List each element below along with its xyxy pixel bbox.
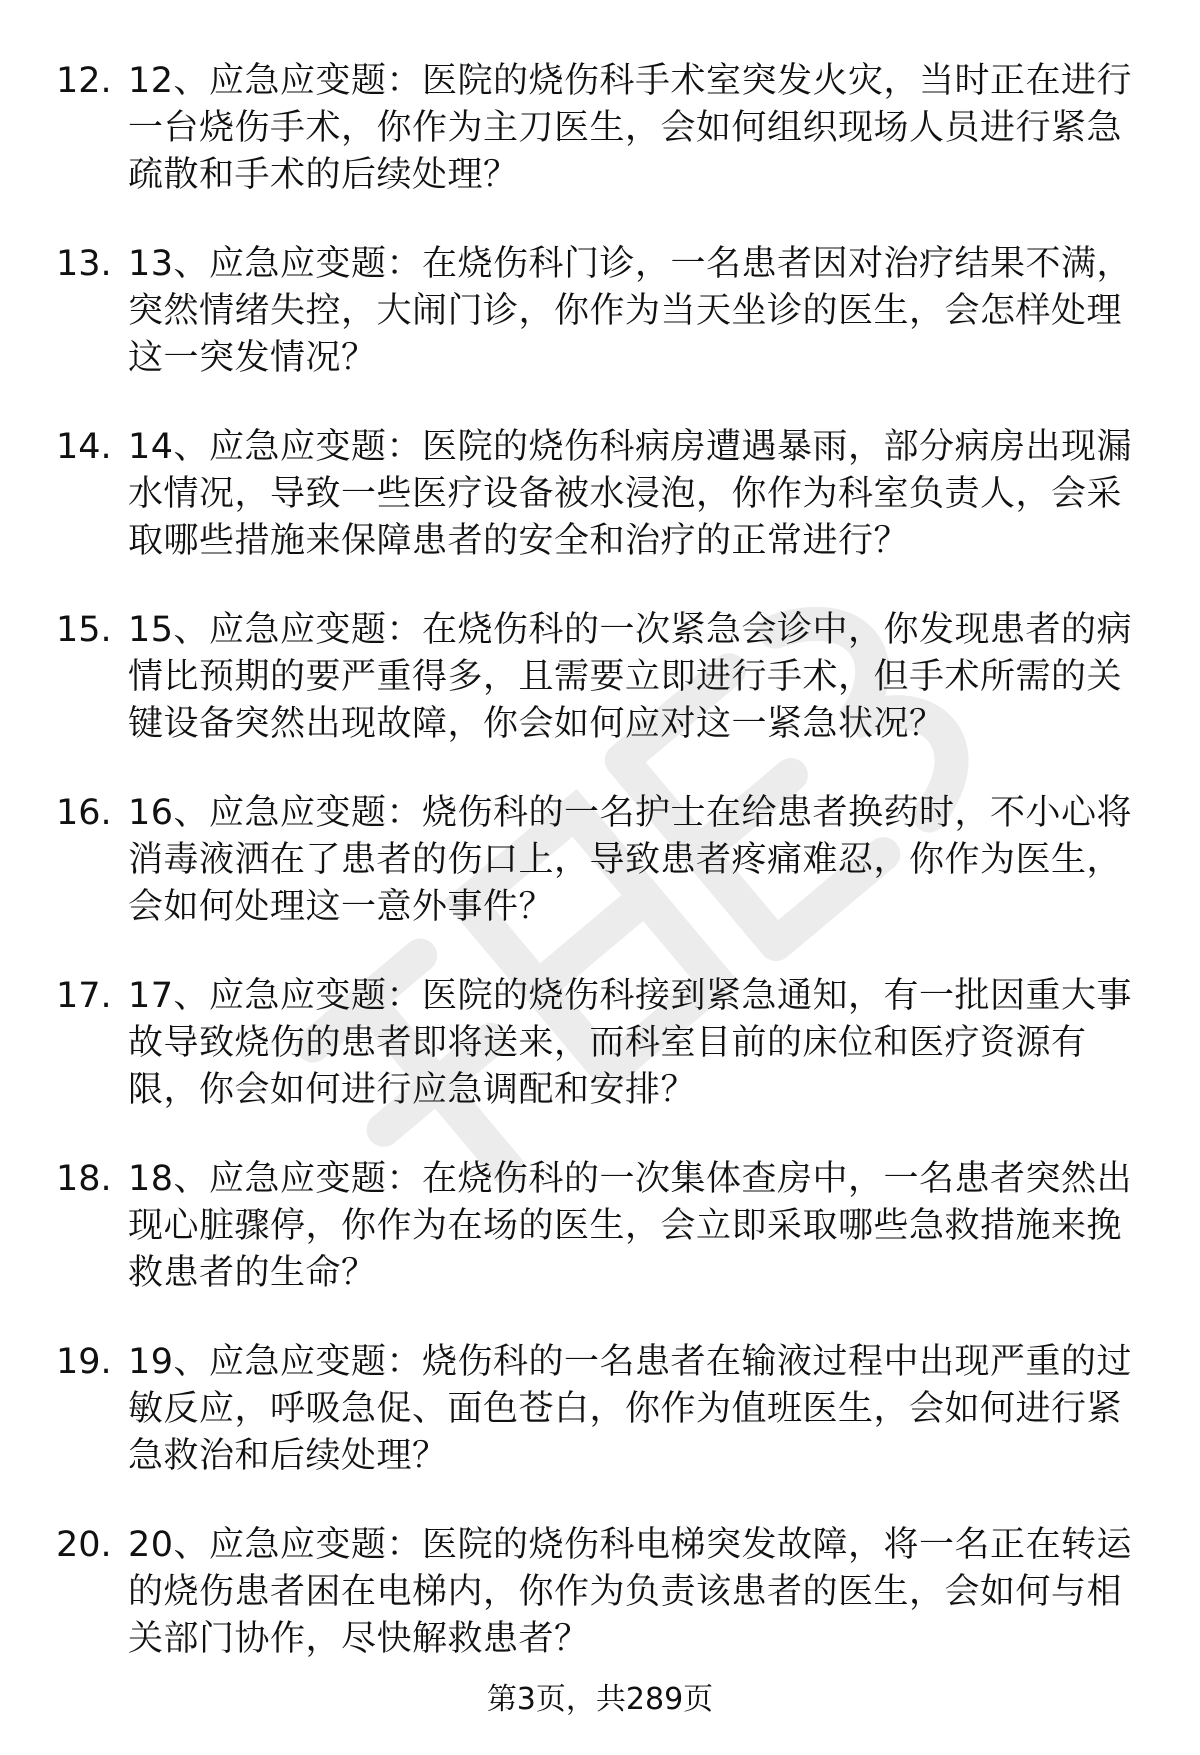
list-item <box>56 607 1146 748</box>
list-item <box>56 973 1146 1114</box>
list-item <box>56 424 1146 565</box>
page-number-footer: 第3页，共289页 <box>486 1682 714 1717</box>
question-text: 12、应急应变题：医院的烧伤科手术室突发火灾，当时正在进行一台烧伤手术，你作为主刀医生，会如何组织现场人员进行紧急疏散和手术的后续处理？ <box>128 61 1133 195</box>
question-number: 13. <box>56 244 112 284</box>
list-item <box>56 241 1146 382</box>
question-number: 17. <box>56 976 112 1016</box>
question-text: 17、应急应变题：医院的烧伤科接到紧急通知，有一批因重大事故导致烧伤的患者即将送来，而科室目前的床位和医疗资源有限，你会如何进行应急调配和安排？ <box>128 976 1133 1110</box>
list-item <box>56 1522 1146 1663</box>
list-item <box>56 58 1146 199</box>
list-item <box>56 790 1146 931</box>
question-number: 15. <box>56 610 112 650</box>
question-text: 16、应急应变题：烧伤科的一名护士在给患者换药时，不小心将消毒液洒在了患者的伤口上，导致患者疼痛难忍，你作为医生，会如何处理这一意外事件？ <box>128 793 1133 927</box>
question-number: 19. <box>56 1342 112 1382</box>
question-text: 19、应急应变题：烧伤科的一名患者在输液过程中出现严重的过敏反应，呼吸急促、面色苍白，你作为值班医生，会如何进行紧急救治和后续处理？ <box>128 1342 1133 1476</box>
list-item <box>56 1156 1146 1297</box>
question-number: 20. <box>56 1525 112 1565</box>
question-text: 20、应急应变题：医院的烧伤科电梯突发故障，将一名正在转运的烧伤患者困在电梯内，你作为负责该患者的医生，会如何与相关部门协作，尽快解救患者？ <box>128 1525 1133 1659</box>
list-item <box>56 1339 1146 1480</box>
question-text: 18、应急应变题：在烧伤科的一次集体查房中，一名患者突然出现心脏骤停，你作为在场的医生，会立即采取哪些急救措施来挽救患者的生命？ <box>128 1159 1133 1293</box>
question-number: 14. <box>56 427 112 467</box>
question-text: 15、应急应变题：在烧伤科的一次紧急会诊中，你发现患者的病情比预期的要严重得多，且需要立即进行手术，但手术所需的关键设备突然出现故障，你会如何应对这一紧急状况？ <box>128 610 1133 744</box>
question-number: 18. <box>56 1159 112 1199</box>
question-text: 14、应急应变题：医院的烧伤科病房遭遇暴雨，部分病房出现漏水情况，导致一些医疗设备被水浸泡，你作为科室负责人，会采取哪些措施来保障患者的安全和治疗的正常进行？ <box>128 427 1133 561</box>
question-number: 12. <box>56 61 112 101</box>
question-list <box>56 58 1146 1705</box>
question-number: 16. <box>56 793 112 833</box>
question-text: 13、应急应变题：在烧伤科门诊，一名患者因对治疗结果不满，突然情绪失控，大闹门诊，你作为当天坐诊的医生，会怎样处理这一突发情况？ <box>128 244 1133 378</box>
